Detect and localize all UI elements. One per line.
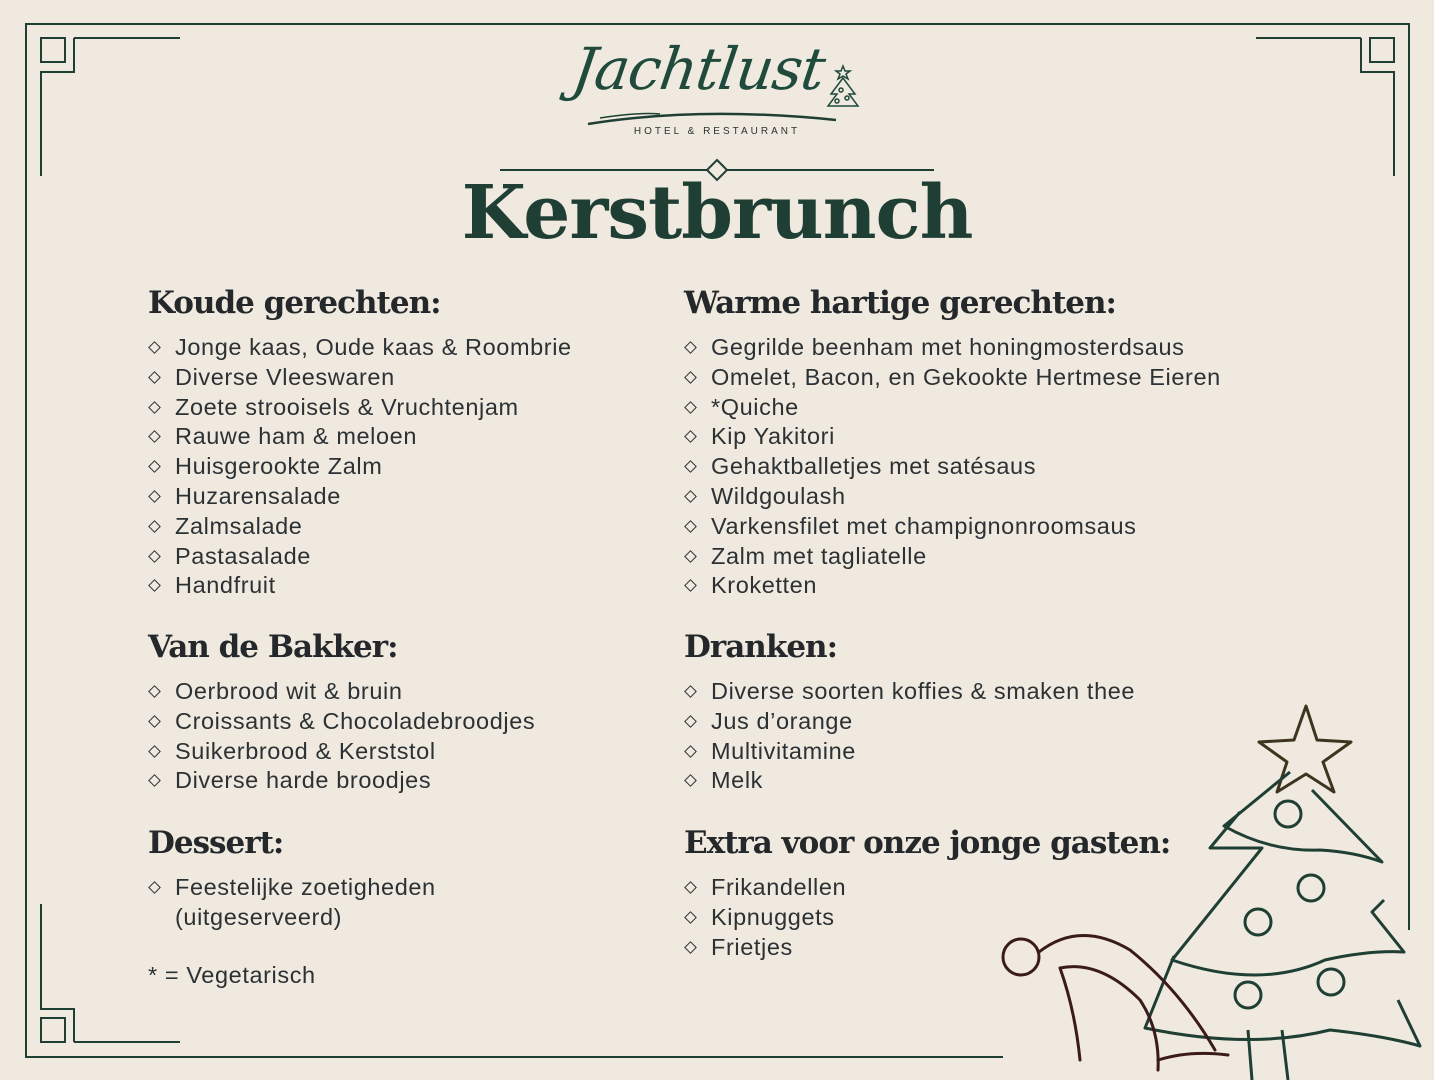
diamond-bullet-icon (148, 401, 161, 414)
list-item (684, 737, 1324, 767)
menu-item-text: Feestelijke zoetigheden (175, 874, 436, 900)
menu-item-text: Omelet, Bacon, en Gekookte Hertmese Eieren (711, 363, 1221, 390)
diamond-bullet-icon (148, 715, 161, 728)
section-heading: Dranken: (684, 629, 838, 665)
list-item (684, 873, 1324, 903)
diamond-bullet-icon (148, 881, 161, 894)
menu-item-text: Zalmsalade (175, 512, 303, 539)
diamond-bullet-icon (148, 580, 161, 593)
menu-item-text: Gegrilde beenham met honingmosterdsaus (711, 334, 1185, 360)
list-item (684, 933, 1324, 963)
menu-item-text: Oerbrood wit & bruin (175, 678, 403, 704)
menu-item-text: Suikerbrood & Kerststol (175, 737, 436, 764)
diamond-bullet-icon (684, 580, 697, 593)
footnote: * = Vegetarisch (148, 962, 316, 988)
menu-item-text: Varkensfilet met champignonroomsaus (711, 512, 1137, 539)
diamond-bullet-icon (148, 460, 161, 473)
diamond-bullet-icon (148, 775, 161, 788)
menu-item-text: Pastasalade (175, 542, 311, 569)
diamond-bullet-icon (148, 550, 161, 563)
diamond-bullet-icon (684, 550, 697, 563)
section-extra (684, 825, 1324, 962)
diamond-bullet-icon (684, 490, 697, 503)
section-heading: Van de Bakker: (148, 629, 398, 665)
list-item (684, 452, 1324, 482)
list-item (684, 766, 1324, 796)
menu-item-text: Frietjes (711, 933, 793, 960)
menu-item-text: Huisgerookte Zalm (175, 453, 383, 480)
section-heading: Dessert: (148, 825, 284, 861)
section-heading: Warme hartige gerechten: (684, 285, 1116, 321)
list-item (684, 542, 1324, 572)
diamond-bullet-icon (684, 401, 697, 414)
diamond-bullet-icon (684, 371, 697, 384)
list-item (684, 707, 1324, 737)
diamond-bullet-icon (148, 371, 161, 384)
diamond-bullet-icon (684, 460, 697, 473)
menu-item-text: Kip Yakitori (711, 423, 835, 450)
list-item (684, 422, 1324, 452)
logo-tree-icon (825, 64, 861, 110)
menu-item-text: Melk (711, 767, 764, 794)
diamond-bullet-icon (684, 715, 697, 728)
menu-item-text: Kipnuggets (711, 903, 835, 930)
menu-list (684, 333, 1324, 601)
list-item (684, 677, 1324, 707)
diamond-bullet-icon (684, 745, 697, 758)
menu-item-text: (uitgeserveerd) (175, 903, 343, 930)
list-item (684, 333, 1324, 363)
menu-item-text: *Quiche (711, 393, 799, 420)
menu-item-text: Wildgoulash (711, 482, 846, 509)
diamond-bullet-icon (684, 881, 697, 894)
diamond-bullet-icon (148, 341, 161, 354)
list-item (684, 363, 1324, 393)
menu-item-text: Diverse soorten koffies & smaken thee (711, 678, 1136, 704)
diamond-bullet-icon (148, 431, 161, 444)
menu-item-text: Diverse harde broodjes (175, 767, 432, 794)
diamond-bullet-icon (148, 520, 161, 533)
section-warm (684, 285, 1324, 601)
list-item (684, 393, 1324, 423)
diamond-bullet-icon (148, 490, 161, 503)
menu-item-text: Rauwe ham & meloen (175, 423, 418, 450)
menu-item-text: Zoete strooisels & Vruchtenjam (175, 393, 519, 420)
diamond-bullet-icon (148, 685, 161, 698)
menu-item-text: Handfruit (175, 572, 276, 599)
section-dranken (684, 629, 1324, 796)
menu-list (684, 873, 1324, 962)
menu-item-text: Huzarensalade (175, 482, 341, 509)
diamond-bullet-icon (684, 775, 697, 788)
menu-item-text: Diverse Vleeswaren (175, 363, 395, 390)
diamond-bullet-icon (684, 685, 697, 698)
section-heading: Extra voor onze jonge gasten: (684, 825, 1171, 861)
menu-item-text: Multivitamine (711, 737, 856, 764)
menu-item-text: Croissants & Chocoladebroodjes (175, 707, 536, 734)
menu-item-text: Jonge kaas, Oude kaas & Roombrie (175, 334, 572, 360)
list-item (684, 571, 1324, 601)
menu-item-text: Gehaktballetjes met satésaus (711, 453, 1037, 480)
menu-item-text: Zalm met tagliatelle (711, 542, 927, 569)
diamond-bullet-icon (684, 911, 697, 924)
logo-name: Jachtlust (568, 35, 829, 103)
menu-item-text: Frikandellen (711, 874, 847, 900)
diamond-bullet-icon (148, 745, 161, 758)
menu-item-text: Jus d’orange (711, 707, 853, 734)
list-item (684, 903, 1324, 933)
list-item (684, 512, 1324, 542)
list-item (684, 482, 1324, 512)
logo (0, 35, 1434, 137)
diamond-bullet-icon (684, 941, 697, 954)
diamond-bullet-icon (684, 520, 697, 533)
diamond-bullet-icon (684, 431, 697, 444)
logo-subtitle: HOTEL & RESTAURANT (633, 126, 801, 137)
menu-item-text: Kroketten (711, 572, 817, 599)
menu-list (684, 677, 1324, 796)
page-title: Kerstbrunch (461, 170, 973, 256)
diamond-bullet-icon (684, 341, 697, 354)
section-heading: Koude gerechten: (148, 285, 441, 321)
